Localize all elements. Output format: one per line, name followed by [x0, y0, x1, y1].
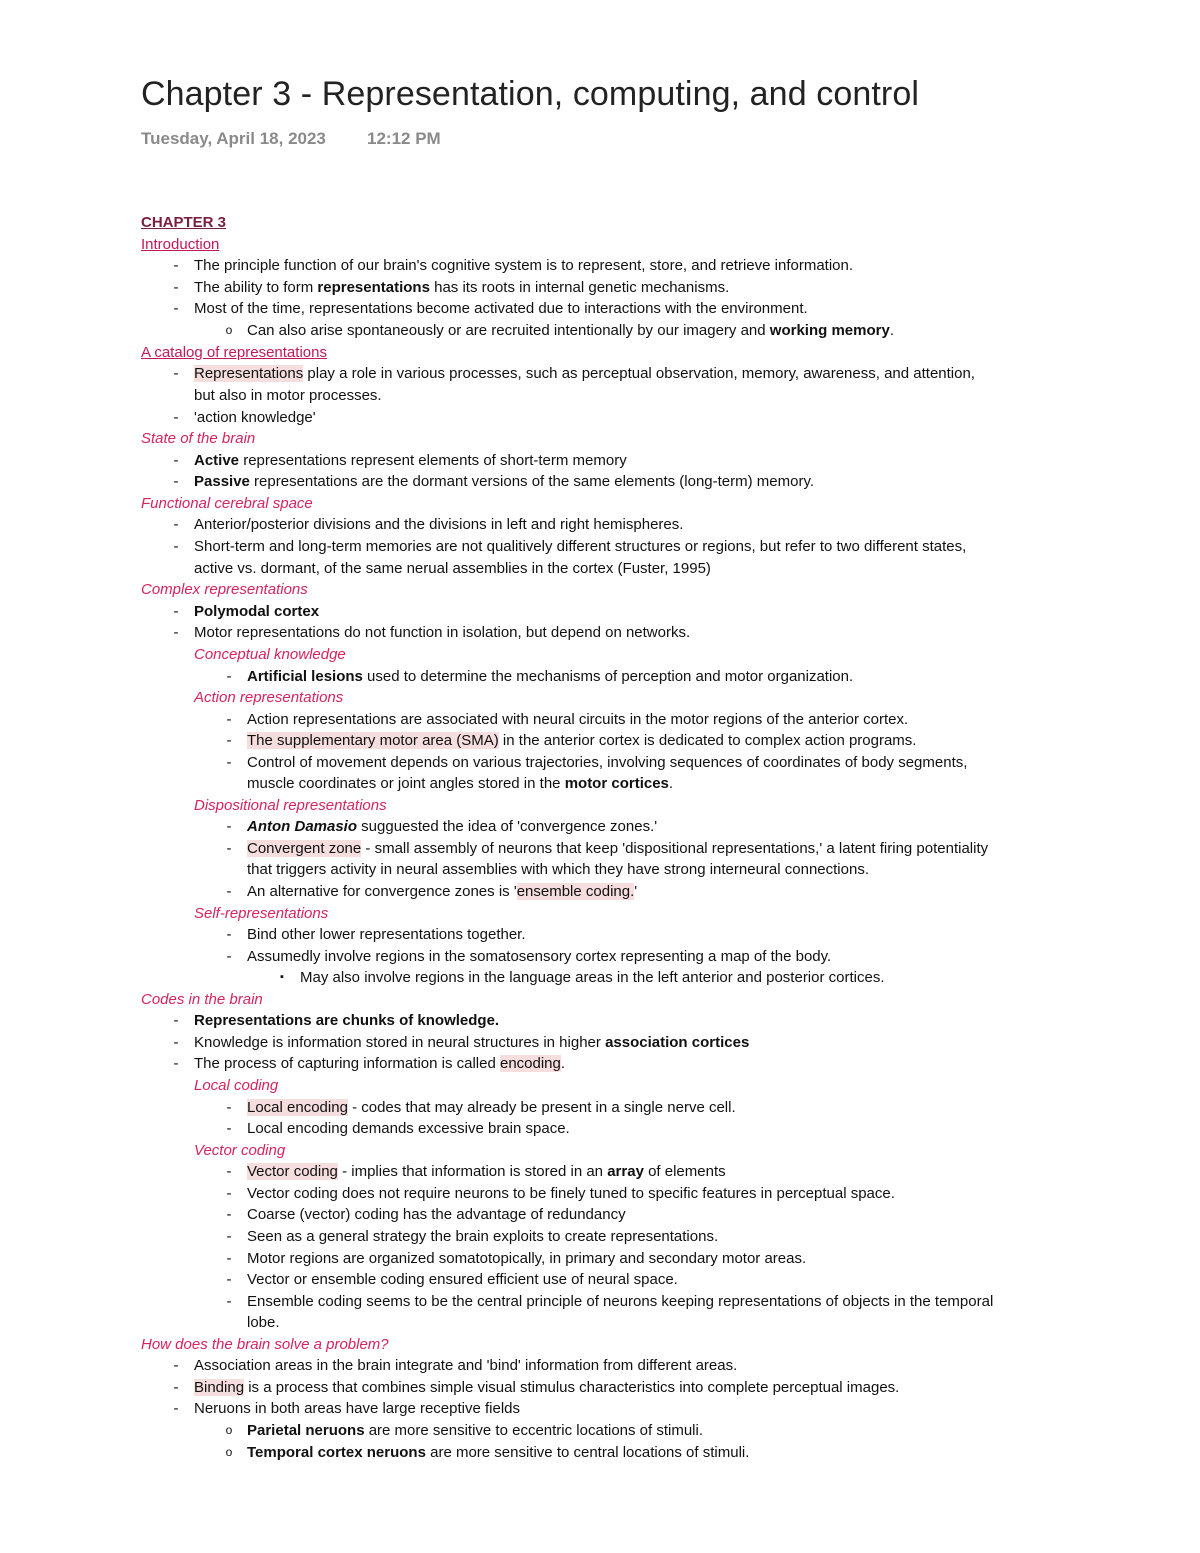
section-heading-state: State of the brain: [141, 430, 256, 447]
list-item-continuation: lobe.: [247, 1314, 280, 1331]
bullet-dash: -: [173, 1357, 179, 1374]
bullet-dash: -: [173, 365, 179, 382]
list-item: Parietal neruons are more sensitive to eccentric locations of stimuli.: [247, 1422, 704, 1439]
bullet-dash: -: [226, 948, 232, 965]
list-item: Knowledge is information stored in neural structures in higher association cortices: [194, 1034, 750, 1051]
list-item: Local encoding - codes that may already be present in a single nerve cell.: [247, 1099, 736, 1116]
list-item: Representations play a role in various processes, such as perceptual observation, memory, awareness, and attention,: [194, 365, 975, 382]
list-item: Most of the time, representations become activated due to interactions with the environment.: [194, 300, 808, 317]
highlight: Convergent zone: [247, 840, 362, 857]
chapter-heading: CHAPTER 3: [141, 214, 227, 231]
list-item: Bind other lower representations together.: [247, 926, 526, 943]
list-item-continuation: muscle coordinates or joint angles stored in the motor cortices.: [247, 775, 674, 792]
list-item: Short-term and long-term memories are not qualitively different structures or regions, but refer to two different states,: [194, 538, 967, 555]
bullet-dash: -: [173, 409, 179, 426]
section-heading-codes: Codes in the brain: [141, 991, 263, 1008]
list-item: Motor regions are organized somatotopically, in primary and secondary motor areas.: [247, 1250, 807, 1267]
list-item-continuation: but also in motor processes.: [194, 387, 382, 404]
bullet-dash: -: [173, 279, 179, 296]
list-item: Temporal cortex neruons are more sensitive to central locations of stimuli.: [247, 1444, 750, 1461]
section-heading-introduction: Introduction: [141, 236, 220, 253]
bullet-dash: -: [226, 1163, 232, 1180]
list-item: Convergent zone - small assembly of neurons that keep 'dispositional representations,' a latent firing potentiality: [247, 840, 989, 857]
bullet-dash: -: [173, 300, 179, 317]
list-item: Vector or ensemble coding ensured efficient use of neural space.: [247, 1271, 678, 1288]
bullet-dash: -: [173, 1400, 179, 1417]
bullet-dash: -: [226, 883, 232, 900]
bullet-square: ▪: [280, 971, 284, 983]
list-item: Ensemble coding seems to be the central principle of neurons keeping representations of objects in the temporal: [247, 1293, 994, 1310]
bullet-dash: -: [226, 818, 232, 835]
list-item: 'action knowledge': [194, 409, 316, 426]
list-item: Passive representations are the dormant versions of the same elements (long-term) memory.: [194, 473, 815, 490]
subsection-heading-action: Action representations: [194, 689, 344, 706]
section-heading-problem: How does the brain solve a problem?: [141, 1336, 389, 1353]
list-item: The process of capturing information is called encoding.: [194, 1055, 566, 1072]
list-item: Motor representations do not function in isolation, but depend on networks.: [194, 624, 691, 641]
section-heading-catalog: A catalog of representations: [141, 344, 327, 361]
bullet-dash: -: [226, 1185, 232, 1202]
list-item: May also involve regions in the language areas in the left anterior and posterior cortices.: [300, 969, 885, 986]
bullet-dash: -: [226, 1293, 232, 1310]
note-time: 12:12 PM: [367, 129, 441, 148]
bullet-dash: -: [226, 732, 232, 749]
highlight: The supplementary motor area (SMA): [247, 732, 499, 749]
list-item: Active representations represent elements of short-term memory: [194, 452, 627, 469]
bullet-dash: -: [173, 1012, 179, 1029]
bullet-dash: -: [226, 1250, 232, 1267]
list-item: Control of movement depends on various trajectories, involving sequences of coordinates of body segments,: [247, 754, 968, 771]
list-item: The principle function of our brain's cognitive system is to represent, store, and retrieve information.: [194, 257, 854, 274]
list-item-continuation: active vs. dormant, of the same nerual assemblies in the cortex (Fuster, 1995): [194, 560, 711, 577]
highlight: Representations: [194, 365, 304, 382]
list-item: Polymodal cortex: [194, 603, 320, 620]
list-item: Anterior/posterior divisions and the divisions in left and right hemispheres.: [194, 516, 684, 533]
bullet-dash: -: [226, 840, 232, 857]
bullet-dash: -: [226, 1228, 232, 1245]
bullet-dash: -: [173, 452, 179, 469]
list-item-continuation: that triggers activity in neural assemblies with which they have strong interneural connections.: [247, 861, 869, 878]
subsection-heading-local: Local coding: [194, 1077, 279, 1094]
date-line: [141, 129, 441, 149]
bullet-dash: -: [173, 1379, 179, 1396]
section-heading-functional: Functional cerebral space: [141, 495, 313, 512]
bullet-dash: -: [173, 1034, 179, 1051]
bullet-dash: -: [173, 603, 179, 620]
bullet-dash: -: [226, 668, 232, 685]
highlight: Local encoding: [247, 1099, 348, 1116]
subsection-heading-dispositional: Dispositional representations: [194, 797, 387, 814]
bullet-dash: -: [173, 624, 179, 641]
bullet-circle: o: [225, 1423, 233, 1437]
list-item: Local encoding demands excessive brain space.: [247, 1120, 570, 1137]
bullet-dash: -: [226, 1206, 232, 1223]
list-item: Can also arise spontaneously or are recruited intentionally by our imagery and working memory.: [247, 322, 894, 339]
list-item: Representations are chunks of knowledge.: [194, 1012, 500, 1029]
list-item: Binding is a process that combines simple visual stimulus characteristics into complete perceptual images.: [194, 1379, 900, 1396]
bullet-circle: o: [225, 323, 233, 337]
list-item: Artificial lesions used to determine the mechanisms of perception and motor organization.: [247, 668, 854, 685]
bullet-circle: o: [225, 1445, 233, 1459]
bullet-dash: -: [173, 473, 179, 490]
highlight: Vector coding: [247, 1163, 338, 1180]
bullet-dash: -: [226, 926, 232, 943]
bullet-dash: -: [226, 1271, 232, 1288]
list-item: Coarse (vector) coding has the advantage of redundancy: [247, 1206, 626, 1223]
section-heading-complex: Complex representations: [141, 581, 308, 598]
list-item: Vector coding - implies that information is stored in an array of elements: [247, 1163, 726, 1180]
highlight: ensemble coding.: [516, 883, 635, 900]
bullet-dash: -: [173, 516, 179, 533]
list-item: Seen as a general strategy the brain exploits to create representations.: [247, 1228, 719, 1245]
bullet-dash: -: [173, 538, 179, 555]
bullet-dash: -: [226, 711, 232, 728]
list-item: The supplementary motor area (SMA) in the anterior cortex is dedicated to complex action programs.: [247, 732, 917, 749]
highlight: Binding: [194, 1379, 245, 1396]
page-title: Chapter 3 - Representation, computing, and control: [141, 75, 920, 113]
bullet-dash: -: [173, 257, 179, 274]
list-item: Action representations are associated with neural circuits in the motor regions of the anterior cortex.: [247, 711, 909, 728]
note-date: Tuesday, April 18, 2023: [141, 129, 326, 148]
subsection-heading-vector: Vector coding: [194, 1142, 286, 1159]
bullet-dash: -: [173, 1055, 179, 1072]
list-item: An alternative for convergence zones is 'ensemble coding.': [247, 883, 638, 900]
bullet-dash: -: [226, 1120, 232, 1137]
list-item: Association areas in the brain integrate and 'bind' information from different areas.: [194, 1357, 738, 1374]
list-item: The ability to form representations has its roots in internal genetic mechanisms.: [194, 279, 730, 296]
bullet-dash: -: [226, 754, 232, 771]
subsection-heading-self: Self-representations: [194, 905, 329, 922]
list-item: Neruons in both areas have large receptive fields: [194, 1400, 521, 1417]
list-item: Anton Damasio sugguested the idea of 'convergence zones.': [247, 818, 658, 835]
bullet-dash: -: [226, 1099, 232, 1116]
list-item: Vector coding does not require neurons to be finely tuned to specific features in perceptual space.: [247, 1185, 895, 1202]
subsection-heading-conceptual: Conceptual knowledge: [194, 646, 346, 663]
highlight: encoding: [499, 1055, 561, 1072]
list-item: Assumedly involve regions in the somatosensory cortex representing a map of the body.: [247, 948, 832, 965]
